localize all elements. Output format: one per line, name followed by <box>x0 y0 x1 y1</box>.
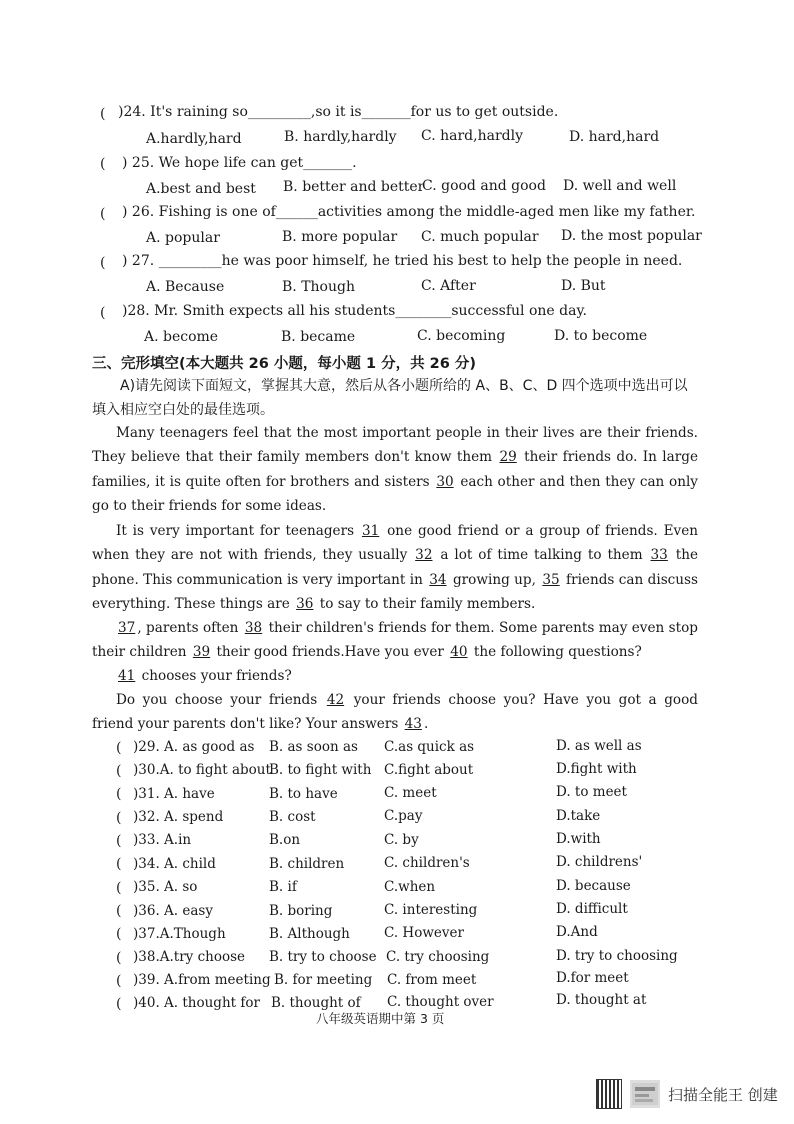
question-27-stem: ) 27. _________he was poor himself, he tried his best to help the people in need. <box>122 253 683 269</box>
q25-option-c: C. good and good <box>422 178 546 194</box>
cloze-39-a: )39. A.from meeting <box>133 972 271 988</box>
blank-37: 37 <box>118 620 136 636</box>
cloze-34-d: D. childrens' <box>556 854 643 870</box>
answer-paren: ( <box>100 305 106 321</box>
blank-43: 43 <box>404 716 422 733</box>
scanner-logo-icon <box>630 1080 660 1108</box>
question-25-stem: ) 25. We hope life can get_______. <box>122 155 357 171</box>
cloze-36-a: )36. A. easy <box>133 903 213 919</box>
q27-option-a: A. Because <box>146 279 225 295</box>
answer-paren: ( <box>116 810 122 826</box>
q25-option-a: A.best and best <box>146 181 256 197</box>
q28-option-c: C. becoming <box>417 328 506 344</box>
cloze-31-c: C. meet <box>384 785 437 801</box>
answer-paren: ( <box>100 106 106 122</box>
passage-paragraph-3: 37 , parents often 38 their children's friends for them. Some parents may even stop their children 39 their good friends.Have you ever 40 the following questions? <box>92 620 699 661</box>
q24-option-b: B. hardly,hardly <box>284 129 397 145</box>
blank-41: 41 <box>118 668 136 684</box>
cloze-30-a: )30.A. to fight about <box>133 762 271 778</box>
q26-option-d: D. the most popular <box>561 228 702 244</box>
cloze-33-c: C. by <box>384 832 419 848</box>
answer-paren: ( <box>100 156 106 172</box>
passage-paragraph-5: Do you choose your friends 42 your friends choose you? Have you got a good friend your parents don't like? Your answers 43 . <box>92 692 698 733</box>
cloze-35-b: B. if <box>269 879 297 895</box>
q26-option-b: B. more popular <box>282 229 398 245</box>
cloze-36-c: C. interesting <box>384 902 478 918</box>
section-instructions: A)请先阅读下面短文，掌握其大意，然后从各小题所给的 A、B、C、D 四个选项中选出可以填入相应空白处的最佳选项。 <box>92 378 688 418</box>
cloze-29-d: D. as well as <box>556 738 642 754</box>
blank-30: 30 <box>436 473 454 490</box>
q24-option-c: C. hard,hardly <box>421 128 523 144</box>
cloze-35-c: C.when <box>384 879 436 895</box>
cloze-29-b: B. as soon as <box>269 739 358 755</box>
cloze-40-b: B. thought of <box>271 995 361 1011</box>
cloze-33-a: )33. A.in <box>133 832 192 848</box>
blank-39: 39 <box>192 644 211 661</box>
cloze-32-b: B. cost <box>269 809 316 825</box>
question-26-stem: ) 26. Fishing is one of______activities among the middle-aged men like my father. <box>122 204 696 220</box>
passage-paragraph-1: Many teenagers feel that the most important people in their lives are their friends. They believe that their family members don't know them 29 their friends do. In large families, it is quite often for brothers and sisters 30 each other and then they can only go to their friends for some ideas. <box>92 425 698 514</box>
q24-option-d: D. hard,hard <box>569 129 660 145</box>
cloze-37-a: )37.A.Though <box>133 926 226 942</box>
cloze-31-d: D. to meet <box>556 784 627 800</box>
q25-option-d: D. well and well <box>563 178 677 194</box>
cloze-39-c: C. from meet <box>387 972 477 988</box>
scanner-stamp <box>596 1079 778 1109</box>
cloze-37-c: C. However <box>384 925 464 941</box>
page-footer: 八年级英语期中第 3 页 <box>316 1011 445 1026</box>
passage-paragraph-2: It is very important for teenagers 31 one good friend or a group of friends. Even when they are not with friends, they usually 32 a lot of time talking to them 33 the phone. This communication is very important in 34 growing up, 35 friends can discuss everything. These things are 36 to say to their family members. <box>92 523 699 612</box>
blank-32: 32 <box>415 547 433 564</box>
blank-36: 36 <box>296 595 314 612</box>
q26-option-c: C. much popular <box>421 229 539 245</box>
cloze-29-c: C.as quick as <box>384 739 475 755</box>
section-title: 三、完形填空(本大题共 26 小题，每小题 1 分，共 26 分) <box>92 356 476 372</box>
blank-29: 29 <box>499 449 517 466</box>
q27-option-b: B. Though <box>282 279 355 295</box>
cloze-39-d: D.for meet <box>556 970 629 986</box>
cloze-32-a: )32. A. spend <box>133 809 224 825</box>
blank-40: 40 <box>450 644 468 661</box>
cloze-31-a: )31. A. have <box>133 786 215 802</box>
answer-paren: ( <box>116 973 122 989</box>
cloze-34-b: B. children <box>269 856 345 872</box>
cloze-40-a: )40. A. thought for <box>133 995 260 1011</box>
blank-34: 34 <box>429 571 447 588</box>
q28-option-b: B. became <box>281 329 356 345</box>
answer-paren: ( <box>116 926 122 942</box>
cloze-38-a: )38.A.try choose <box>133 949 246 965</box>
cloze-38-c: C. try choosing <box>386 949 490 965</box>
cloze-39-b: B. for meeting <box>274 972 373 988</box>
cloze-38-b: B. try to choose <box>269 949 377 965</box>
q27-option-d: D. But <box>561 278 606 294</box>
question-28-stem: )28. Mr. Smith expects all his students________successful one day. <box>122 303 587 319</box>
cloze-31-b: B. to have <box>269 786 338 802</box>
answer-paren: ( <box>116 740 122 756</box>
blank-33: 33 <box>650 547 668 564</box>
cloze-34-c: C. children's <box>384 855 470 871</box>
blank-42: 42 <box>326 692 345 708</box>
cloze-36-b: B. boring <box>269 903 333 919</box>
answer-paren: ( <box>100 255 106 271</box>
answer-paren: ( <box>116 880 122 896</box>
answer-paren: ( <box>116 950 122 966</box>
cloze-30-d: D.fight with <box>556 761 637 777</box>
scanner-stamp-text: 扫描全能王 创建 <box>668 1085 778 1104</box>
cloze-30-b: B. to fight with <box>269 762 372 778</box>
question-24-stem: )24. It's raining so_________,so it is_______for us to get outside. <box>118 104 559 120</box>
cloze-40-d: D. thought at <box>556 992 647 1008</box>
cloze-37-d: D.And <box>556 924 598 940</box>
cloze-32-d: D.take <box>556 808 601 824</box>
blank-31: 31 <box>361 523 380 539</box>
cloze-29-a: )29. A. as good as <box>133 739 255 755</box>
answer-paren: ( <box>100 206 106 222</box>
cloze-38-d: D. try to choosing <box>556 948 678 964</box>
q25-option-b: B. better and better <box>283 179 425 195</box>
q24-option-a: A.hardly,hard <box>146 131 242 147</box>
cloze-35-a: )35. A. so <box>133 879 198 895</box>
cloze-33-b: B.on <box>269 832 301 848</box>
cloze-33-d: D.with <box>556 831 601 847</box>
answer-paren: ( <box>116 833 122 849</box>
q27-option-c: C. After <box>421 278 476 294</box>
cloze-36-d: D. difficult <box>556 901 628 917</box>
cloze-40-c: C. thought over <box>387 994 494 1010</box>
cloze-35-d: D. because <box>556 878 631 894</box>
cloze-37-b: B. Although <box>269 926 350 942</box>
answer-paren: ( <box>116 996 122 1012</box>
blank-35: 35 <box>542 571 560 588</box>
cloze-30-c: C.fight about <box>384 762 474 778</box>
qr-code-icon <box>596 1079 622 1109</box>
q28-option-d: D. to become <box>554 328 648 344</box>
answer-paren: ( <box>116 763 122 779</box>
passage-paragraph-4: 41 chooses your friends? <box>118 668 292 684</box>
answer-paren: ( <box>116 903 122 919</box>
blank-38: 38 <box>244 620 263 636</box>
q26-option-a: A. popular <box>146 230 220 246</box>
answer-paren: ( <box>116 856 122 872</box>
answer-paren: ( <box>116 786 122 802</box>
cloze-34-a: )34. A. child <box>133 856 216 872</box>
q28-option-a: A. become <box>144 329 219 345</box>
cloze-32-c: C.pay <box>384 808 423 824</box>
